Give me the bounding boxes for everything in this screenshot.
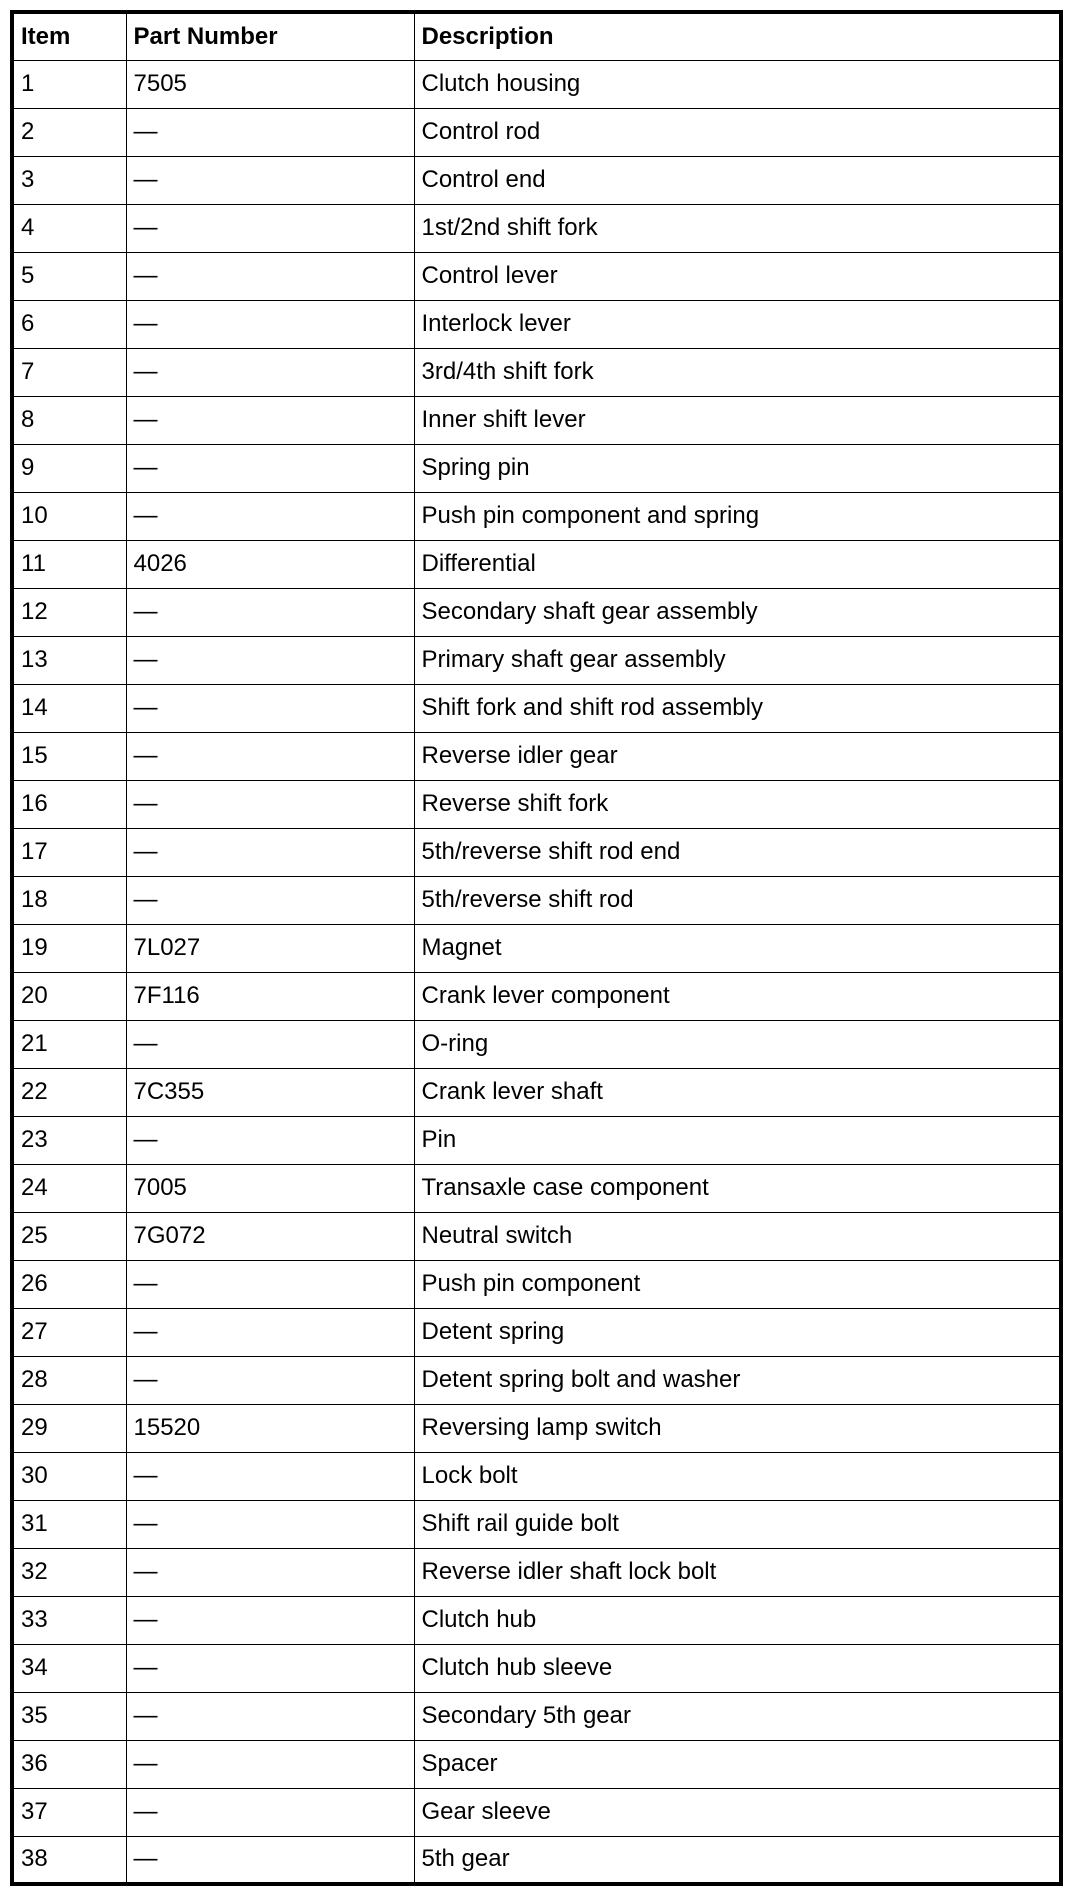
table-row <box>12 204 1061 252</box>
cell-description: Secondary 5th gear <box>414 1692 1061 1740</box>
cell-description: 5th gear <box>414 1836 1061 1884</box>
cell-description: O-ring <box>414 1020 1061 1068</box>
cell-description: Magnet <box>414 924 1061 972</box>
cell-part-number: — <box>126 876 414 924</box>
cell-item: 34 <box>12 1644 126 1692</box>
cell-description: Spring pin <box>414 444 1061 492</box>
table-row <box>12 1164 1061 1212</box>
cell-item: 7 <box>12 348 126 396</box>
table-row <box>12 108 1061 156</box>
cell-description: Lock bolt <box>414 1452 1061 1500</box>
cell-item: 25 <box>12 1212 126 1260</box>
table-row <box>12 1116 1061 1164</box>
table-row <box>12 252 1061 300</box>
cell-description: Clutch housing <box>414 60 1061 108</box>
table-row <box>12 1260 1061 1308</box>
cell-description: Detent spring bolt and washer <box>414 1356 1061 1404</box>
cell-item: 29 <box>12 1404 126 1452</box>
cell-description: Spacer <box>414 1740 1061 1788</box>
cell-part-number: — <box>126 684 414 732</box>
cell-part-number: — <box>126 636 414 684</box>
cell-part-number: — <box>126 1548 414 1596</box>
cell-item: 28 <box>12 1356 126 1404</box>
cell-item: 9 <box>12 444 126 492</box>
cell-part-number: — <box>126 1500 414 1548</box>
table-row <box>12 300 1061 348</box>
table-row <box>12 1500 1061 1548</box>
cell-part-number: — <box>126 1020 414 1068</box>
table-row <box>12 972 1061 1020</box>
cell-description: Clutch hub sleeve <box>414 1644 1061 1692</box>
table-row <box>12 828 1061 876</box>
table-row <box>12 924 1061 972</box>
table-row <box>12 780 1061 828</box>
cell-part-number: 7505 <box>126 60 414 108</box>
cell-description: Differential <box>414 540 1061 588</box>
table-row <box>12 1308 1061 1356</box>
cell-part-number: — <box>126 732 414 780</box>
header-part-number: Part Number <box>126 12 414 60</box>
cell-part-number: — <box>126 1740 414 1788</box>
cell-item: 5 <box>12 252 126 300</box>
cell-description: Push pin component and spring <box>414 492 1061 540</box>
cell-description: Clutch hub <box>414 1596 1061 1644</box>
table-row <box>12 1212 1061 1260</box>
cell-item: 22 <box>12 1068 126 1116</box>
cell-item: 27 <box>12 1308 126 1356</box>
cell-item: 19 <box>12 924 126 972</box>
cell-part-number: — <box>126 1644 414 1692</box>
table-row <box>12 876 1061 924</box>
cell-part-number: — <box>126 1692 414 1740</box>
cell-item: 4 <box>12 204 126 252</box>
cell-part-number: — <box>126 444 414 492</box>
cell-item: 32 <box>12 1548 126 1596</box>
table-row <box>12 588 1061 636</box>
cell-part-number: — <box>126 108 414 156</box>
cell-item: 12 <box>12 588 126 636</box>
cell-part-number: 7C355 <box>126 1068 414 1116</box>
cell-part-number: — <box>126 1260 414 1308</box>
parts-table <box>10 10 1063 1886</box>
cell-description: Reverse idler shaft lock bolt <box>414 1548 1061 1596</box>
cell-description: Transaxle case component <box>414 1164 1061 1212</box>
cell-description: Control lever <box>414 252 1061 300</box>
cell-description: Reversing lamp switch <box>414 1404 1061 1452</box>
cell-part-number: — <box>126 156 414 204</box>
cell-item: 38 <box>12 1836 126 1884</box>
cell-item: 33 <box>12 1596 126 1644</box>
table-row <box>12 1404 1061 1452</box>
cell-item: 2 <box>12 108 126 156</box>
cell-part-number: — <box>126 1116 414 1164</box>
table-row <box>12 1452 1061 1500</box>
table-row <box>12 1356 1061 1404</box>
cell-item: 23 <box>12 1116 126 1164</box>
table-row <box>12 1644 1061 1692</box>
cell-description: Push pin component <box>414 1260 1061 1308</box>
cell-item: 16 <box>12 780 126 828</box>
cell-part-number: 7G072 <box>126 1212 414 1260</box>
table-row <box>12 156 1061 204</box>
table-row <box>12 684 1061 732</box>
cell-part-number: — <box>126 204 414 252</box>
cell-part-number: 7F116 <box>126 972 414 1020</box>
cell-description: Reverse shift fork <box>414 780 1061 828</box>
cell-item: 3 <box>12 156 126 204</box>
cell-item: 21 <box>12 1020 126 1068</box>
cell-item: 20 <box>12 972 126 1020</box>
cell-part-number: — <box>126 396 414 444</box>
cell-item: 18 <box>12 876 126 924</box>
cell-part-number: — <box>126 300 414 348</box>
cell-item: 14 <box>12 684 126 732</box>
table-row <box>12 444 1061 492</box>
cell-item: 6 <box>12 300 126 348</box>
cell-description: Pin <box>414 1116 1061 1164</box>
cell-part-number: 7005 <box>126 1164 414 1212</box>
header-description: Description <box>414 12 1061 60</box>
cell-description: Control rod <box>414 108 1061 156</box>
cell-part-number: — <box>126 1452 414 1500</box>
cell-description: Neutral switch <box>414 1212 1061 1260</box>
cell-part-number: — <box>126 588 414 636</box>
table-row <box>12 1788 1061 1836</box>
cell-part-number: 7L027 <box>126 924 414 972</box>
cell-item: 31 <box>12 1500 126 1548</box>
table-row <box>12 60 1061 108</box>
cell-description: Shift rail guide bolt <box>414 1500 1061 1548</box>
table-row <box>12 492 1061 540</box>
cell-item: 8 <box>12 396 126 444</box>
cell-part-number: — <box>126 1836 414 1884</box>
cell-description: Gear sleeve <box>414 1788 1061 1836</box>
cell-description: Crank lever shaft <box>414 1068 1061 1116</box>
cell-item: 30 <box>12 1452 126 1500</box>
header-row <box>12 12 1061 60</box>
cell-part-number: — <box>126 828 414 876</box>
parts-table-body <box>12 60 1061 1884</box>
table-row <box>12 636 1061 684</box>
cell-part-number: 15520 <box>126 1404 414 1452</box>
table-row <box>12 1692 1061 1740</box>
cell-part-number: 4026 <box>126 540 414 588</box>
table-row <box>12 1836 1061 1884</box>
table-row <box>12 1740 1061 1788</box>
cell-part-number: — <box>126 252 414 300</box>
table-row <box>12 396 1061 444</box>
cell-item: 24 <box>12 1164 126 1212</box>
cell-description: 1st/2nd shift fork <box>414 204 1061 252</box>
cell-item: 37 <box>12 1788 126 1836</box>
table-row <box>12 732 1061 780</box>
cell-description: Secondary shaft gear assembly <box>414 588 1061 636</box>
cell-description: Shift fork and shift rod assembly <box>414 684 1061 732</box>
cell-item: 36 <box>12 1740 126 1788</box>
table-row <box>12 348 1061 396</box>
cell-part-number: — <box>126 1308 414 1356</box>
cell-part-number: — <box>126 348 414 396</box>
table-row <box>12 540 1061 588</box>
cell-part-number: — <box>126 1356 414 1404</box>
cell-part-number: — <box>126 492 414 540</box>
cell-description: Inner shift lever <box>414 396 1061 444</box>
table-row <box>12 1068 1061 1116</box>
cell-description: 3rd/4th shift fork <box>414 348 1061 396</box>
table-row <box>12 1596 1061 1644</box>
header-item: Item <box>12 12 126 60</box>
cell-description: Control end <box>414 156 1061 204</box>
cell-description: Reverse idler gear <box>414 732 1061 780</box>
cell-item: 26 <box>12 1260 126 1308</box>
table-row <box>12 1020 1061 1068</box>
cell-description: 5th/reverse shift rod end <box>414 828 1061 876</box>
cell-item: 1 <box>12 60 126 108</box>
cell-description: 5th/reverse shift rod <box>414 876 1061 924</box>
cell-item: 17 <box>12 828 126 876</box>
cell-item: 15 <box>12 732 126 780</box>
cell-item: 13 <box>12 636 126 684</box>
cell-part-number: — <box>126 1596 414 1644</box>
cell-item: 10 <box>12 492 126 540</box>
cell-item: 35 <box>12 1692 126 1740</box>
cell-description: Detent spring <box>414 1308 1061 1356</box>
cell-description: Primary shaft gear assembly <box>414 636 1061 684</box>
cell-description: Crank lever component <box>414 972 1061 1020</box>
table-row <box>12 1548 1061 1596</box>
cell-part-number: — <box>126 1788 414 1836</box>
cell-description: Interlock lever <box>414 300 1061 348</box>
cell-part-number: — <box>126 780 414 828</box>
cell-item: 11 <box>12 540 126 588</box>
